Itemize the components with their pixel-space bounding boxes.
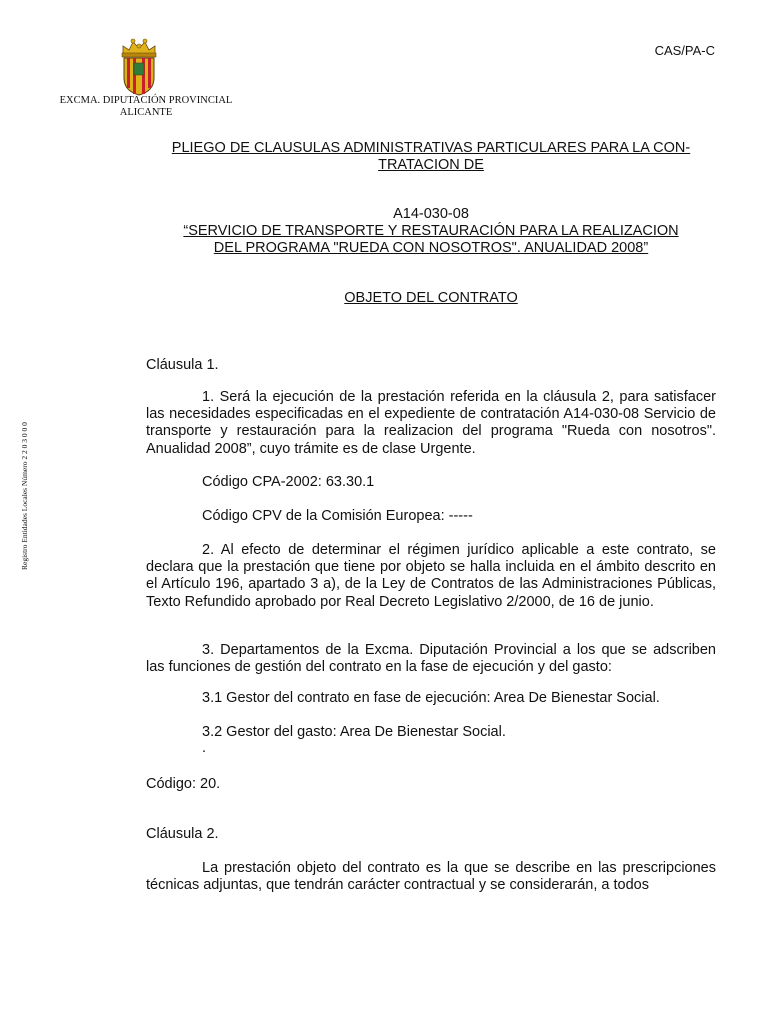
coat-of-arms-icon (117, 36, 161, 96)
cpv-code: Código CPV de la Comisión Europea: ----- (202, 508, 473, 524)
document-code: CAS/PA-C (654, 43, 715, 58)
clause-1-code: Código: 20. (146, 776, 221, 792)
title-line-1: PLIEGO DE CLAUSULAS ADMINISTRATIVAS PARTICULARES PARA LA CON- (171, 140, 691, 156)
issuer-line-1: EXCMA. DIPUTACIÓN PROVINCIAL (59, 95, 233, 106)
clause-1-heading: Cláusula 1. (146, 357, 219, 373)
clause-1-paragraph-3: 3. Departamentos de la Excma. Diputación Provincial a los que se adscriben las funciones de gestión del contrato en la fase de ejecución y del gasto: (146, 642, 716, 676)
clause-2-heading: Cláusula 2. (146, 826, 219, 842)
reference-line-2: DEL PROGRAMA "RUEDA CON NOSOTROS". ANUALIDAD 2008” (213, 240, 649, 256)
issuer-line-2: ALICANTE (119, 107, 173, 118)
clause-1-item-3-2: 3.2 Gestor del gasto: Area De Bienestar Social. (202, 724, 506, 740)
clause-1-paragraph-1: 1. Será la ejecución de la prestación referida en la cláusula 2, para satisfacer las necesidades especificadas en el expediente de contratación A14-030-08 Servicio de transporte y restauración para la realizacion del programa "Rueda con nosotros". Anualidad 2008”, cuyo trámite es de clase Urgente. (146, 389, 716, 457)
cpa-code: Código CPA-2002: 63.30.1 (202, 474, 375, 490)
side-registry-note: Registro Entidades Locales Número 2 2 0 3 0 0 0 (20, 422, 29, 570)
reference-number: A14-030-08 (393, 206, 469, 222)
clause-2-paragraph-1: La prestación objeto del contrato es la que se describe en las prescripciones técnicas adjuntas, que tendrán carácter contractual y se considerarán, a todos (146, 860, 716, 894)
reference-line-1: “SERVICIO DE TRANSPORTE Y RESTAURACIÓN PARA LA REALIZACION (183, 223, 679, 239)
clause-1-item-3-1: 3.1 Gestor del contrato en fase de ejecución: Area De Bienestar Social. (202, 690, 660, 706)
title-line-2: TRATACION DE (378, 157, 484, 173)
clause-1-paragraph-2: 2. Al efecto de determinar el régimen jurídico aplicable a este contrato, se declara que la prestación que tiene por objeto se halla incluida en el ámbito descrito en el Artículo 196, apartado 3 a), de la Ley de Contratos de las Administraciones Públicas, Texto Refundido aprobado por Real Decreto Legislativo 2/2000, de 16 de junio. (146, 542, 716, 610)
issuer-name (56, 95, 236, 119)
trailing-dot: . (202, 740, 207, 756)
section-heading: OBJETO DEL CONTRATO (344, 290, 518, 306)
